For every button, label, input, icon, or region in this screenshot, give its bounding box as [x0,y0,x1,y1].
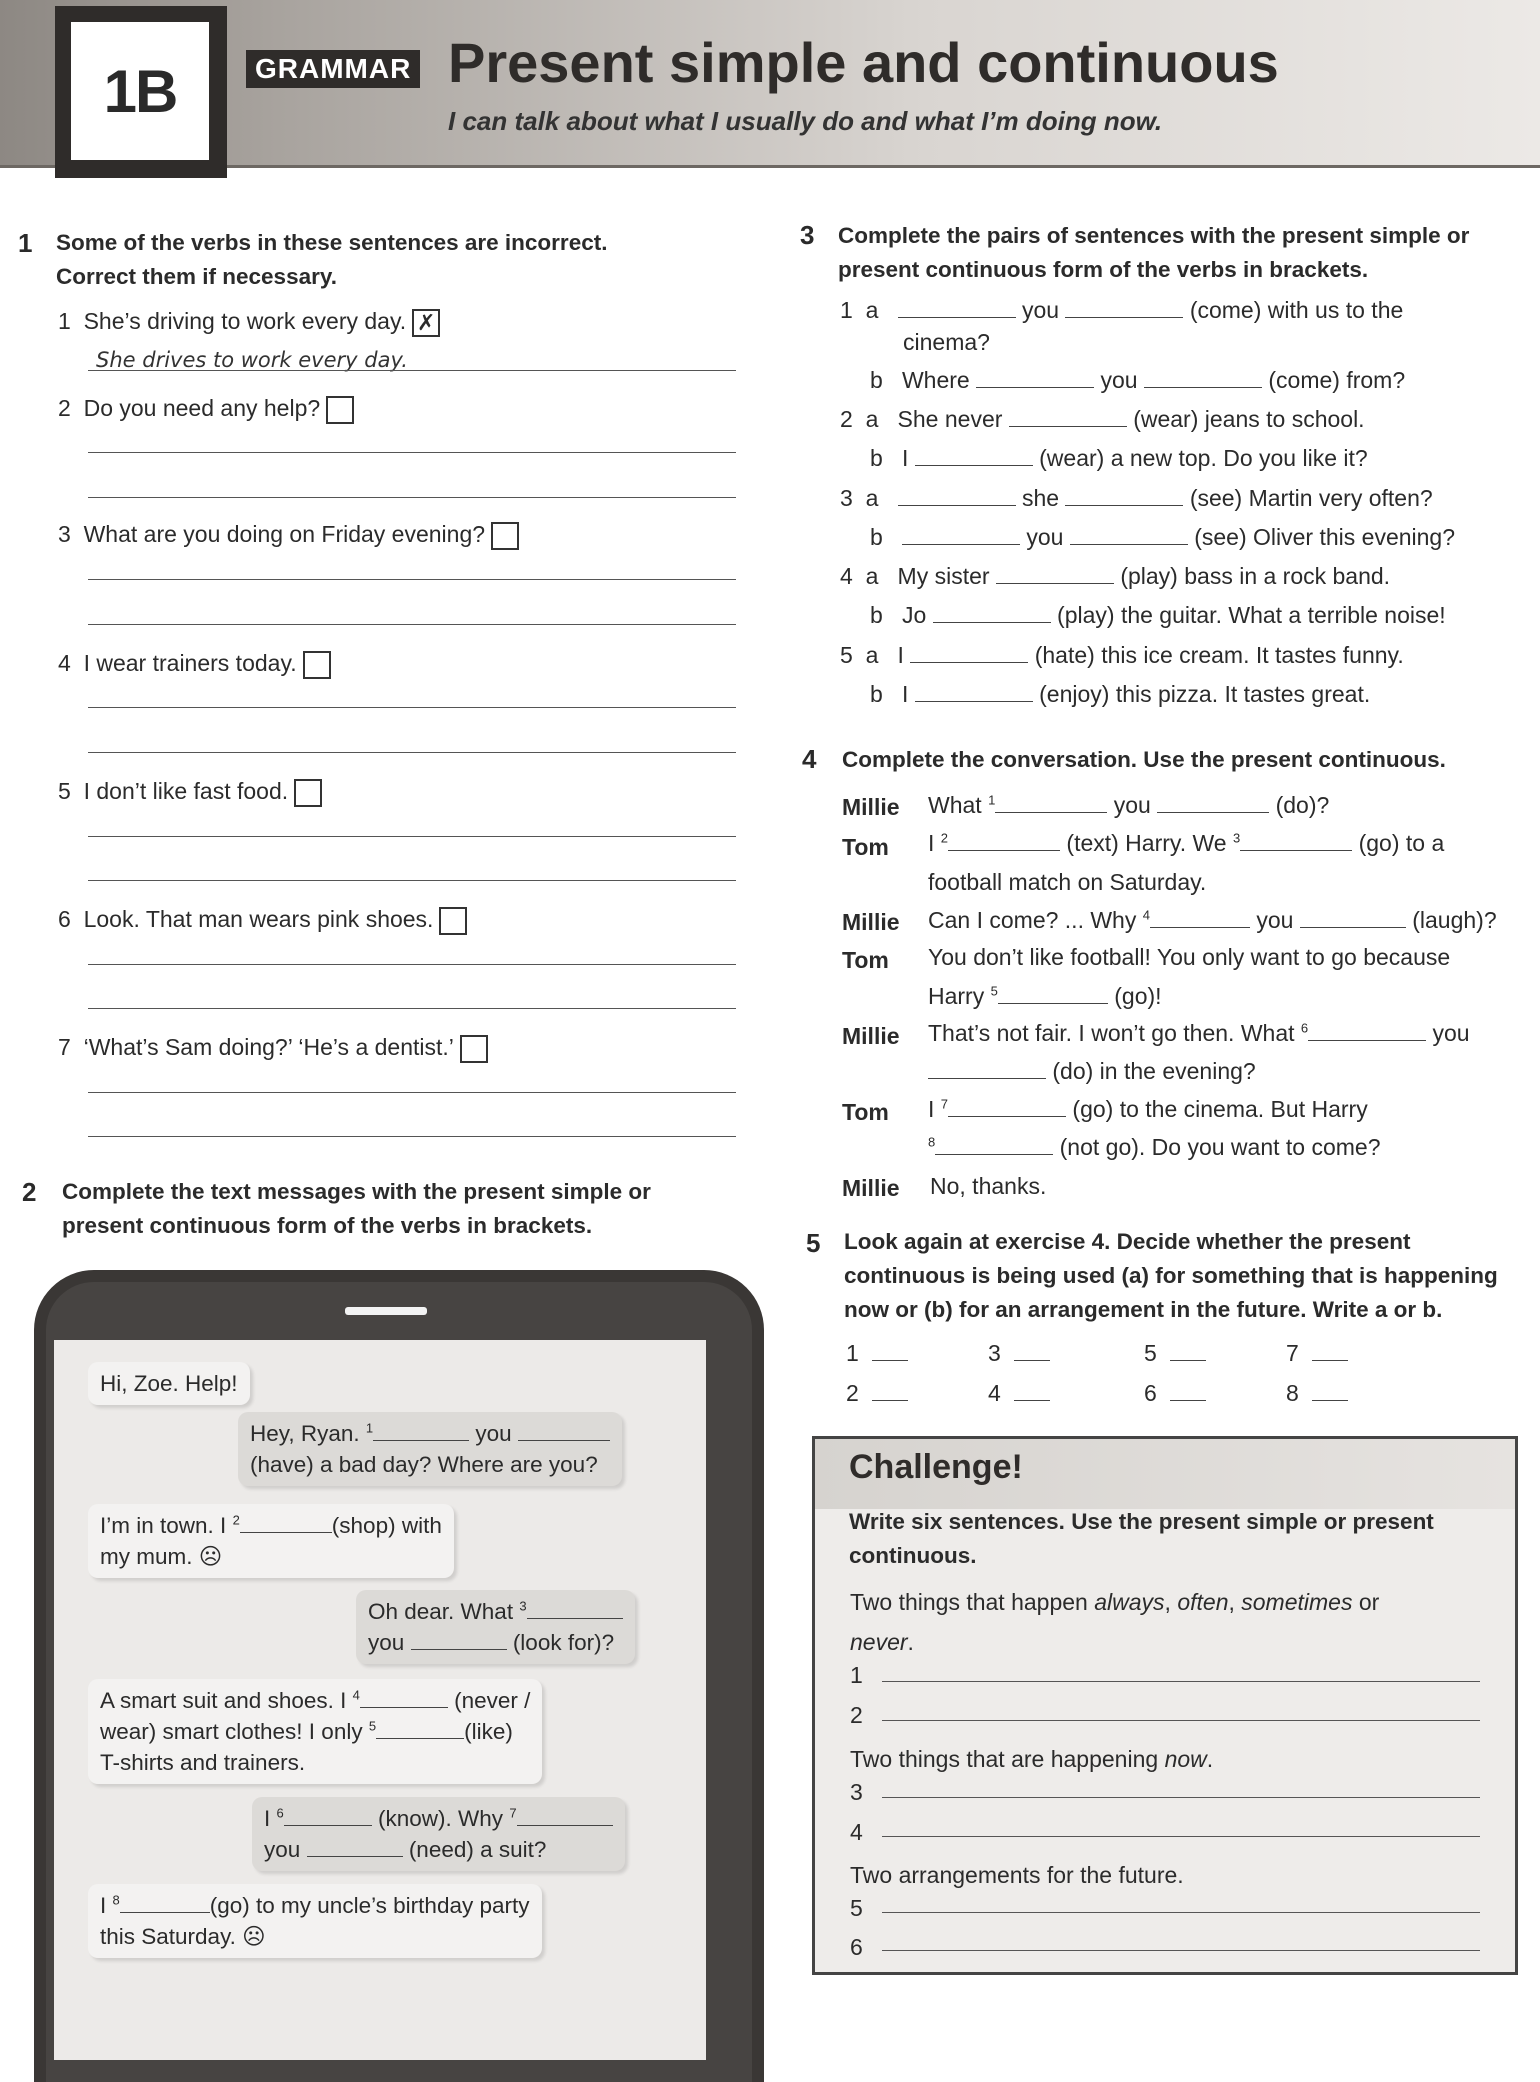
dialogue-line: What $^1$ you (do)? [928,792,1330,818]
answer-line[interactable] [88,579,736,580]
challenge-line-number: 5 [850,1895,863,1921]
blank[interactable] [1065,299,1183,318]
challenge-prompt: Two things that happen always, often, sometimes or [850,1589,1380,1615]
blank[interactable] [1308,1022,1426,1041]
exercise-3-line: 5 a I (hate) this ice cream. It tastes funny. [840,642,1404,668]
speaker-name: Tom [842,1099,889,1125]
blank[interactable] [1150,909,1250,928]
blank[interactable] [1170,1382,1206,1401]
answer-slot: 6 [1144,1378,1206,1408]
blank[interactable] [935,1136,1053,1155]
blank[interactable] [1009,408,1127,427]
speaker-name: Millie [842,794,900,820]
dialogue-line: (do) in the evening? [928,1056,1256,1086]
exercise-5-instruction: Look again at exercise 4. Decide whether the present continuous is being used (a) for something that is happening now or (b) for an arrangement in the future. Write a or b. [844,1229,1498,1322]
blank[interactable] [1070,526,1188,545]
unit-number: 1B [71,22,209,160]
checkbox[interactable] [439,907,467,935]
challenge-title: Challenge! [849,1448,1023,1486]
challenge-answer-line[interactable] [882,1681,1480,1682]
message-bubble: Oh dear. What $^3$ you (look for)? [356,1590,635,1664]
phone-speaker [345,1307,427,1315]
exercise-3-line: b you (see) Oliver this evening? [870,524,1456,550]
answer-slot: 4 [988,1378,1050,1408]
answer-line[interactable] [88,1092,736,1093]
blank[interactable] [898,299,1016,318]
challenge-answer-line[interactable] [882,1836,1480,1837]
exercise-3-line: b Jo (play) the guitar. What a terrible noise! [870,602,1446,628]
answer-slot: 2 [846,1378,908,1408]
blank[interactable] [1065,487,1183,506]
blank[interactable] [976,369,1094,388]
answer-slot: 3 [988,1338,1050,1368]
challenge-answer-line[interactable] [882,1950,1480,1951]
answer-line[interactable] [88,624,736,625]
dialogue-line: $^8$ (not go). Do you want to come? [928,1134,1381,1160]
blank[interactable] [928,1060,1046,1079]
exercise-1-number: 1 [18,228,33,258]
exercise-3-line: cinema? [903,329,990,355]
dialogue-line: I $^7$ (go) to the cinema. But Harry [928,1096,1368,1122]
challenge-prompt: Two arrangements for the future. [850,1862,1184,1888]
exercise-2-instruction: Complete the text messages with the present simple or present continuous form of the verbs in brackets. [62,1179,651,1238]
blank[interactable] [933,604,1051,623]
exercise-3-line: b I (wear) a new top. Do you like it? [870,445,1368,471]
exercise-5-number: 5 [806,1228,821,1258]
exercise-1-instruction: Some of the verbs in these sentences are incorrect. Correct them if necessary. [56,230,608,289]
challenge-answer-line[interactable] [882,1797,1480,1798]
blank[interactable] [998,985,1108,1004]
message-bubble: I’m in town. I $^2$ (shop) with my mum. ☹ [88,1504,454,1578]
answer-line[interactable] [88,1008,736,1009]
exercise-3-line: 3 a she (see) Martin very often? [840,485,1433,511]
dialogue-line: Can I come? ... Why $^4$ you (laugh)? [928,907,1497,933]
exercise-3-line: 4 a My sister (play) bass in a rock band. [840,563,1391,589]
speaker-name: Millie [842,909,900,935]
blank[interactable] [1014,1342,1050,1361]
exercise-3-line: b Where you (come) from? [870,367,1406,393]
blank[interactable] [1170,1342,1206,1361]
blank[interactable] [1312,1382,1348,1401]
blank[interactable] [915,447,1033,466]
speaker-name: Tom [842,834,889,860]
checkbox[interactable] [303,651,331,679]
checkbox[interactable]: ✗ [412,309,440,337]
answer-line[interactable] [88,707,736,708]
blank[interactable] [1144,369,1262,388]
speaker-name: Millie [842,1175,900,1201]
challenge-prompt: never. [850,1629,914,1655]
answer-line[interactable] [88,1136,736,1137]
checkbox[interactable] [460,1035,488,1063]
answer-slot: 1 [846,1338,908,1368]
blank[interactable] [527,1600,623,1619]
blank[interactable] [240,1514,332,1533]
blank[interactable] [1240,832,1352,851]
blank[interactable] [1312,1342,1348,1361]
message-bubble: Hey, Ryan. $^1$ you (have) a bad day? Where are you? [238,1412,622,1486]
blank[interactable] [872,1342,908,1361]
challenge-line-number: 2 [850,1702,863,1728]
dialogue-line: Harry $^5$ (go)! [928,983,1162,1009]
answer-line[interactable] [88,880,736,881]
blank[interactable] [517,1807,613,1826]
exercise-3-instruction: Complete the pairs of sentences with the present simple or present continuous form of the verbs in brackets. [838,223,1470,282]
message-bubble: I $^8$ (go) to my uncle’s birthday party this Saturday. ☹ [88,1884,542,1958]
message-bubble: I $^6$ (know). Why $^7$ you (need) a suit? [252,1797,625,1871]
dialogue-line: You don’t like football! You only want to go because [928,944,1451,970]
page-title: Present simple and continuous [448,31,1279,94]
blank[interactable] [376,1720,464,1739]
answer-slot: 5 [1144,1338,1206,1368]
message-bubble: A smart suit and shoes. I $^4$ (never / wear) smart clothes! I only $^5$ (like) T-shirts and trainers. [88,1679,542,1784]
blank[interactable] [518,1422,610,1441]
challenge-line-number: 4 [850,1819,863,1845]
answer-slot: 7 [1286,1338,1348,1368]
exercise-3-line: 1 a you (come) with us to the [840,297,1404,323]
blank[interactable] [1157,794,1269,813]
blank[interactable] [872,1382,908,1401]
challenge-answer-line[interactable] [882,1912,1480,1913]
answer-line[interactable] [88,964,736,965]
blank[interactable] [411,1631,507,1650]
blank[interactable] [948,832,1060,851]
section-tag: GRAMMAR [246,50,420,88]
challenge-instruction: Write six sentences. Use the present simple or present continuous. [849,1509,1434,1568]
exercise-4-number: 4 [802,744,817,774]
answer-line[interactable] [88,452,736,453]
blank[interactable] [910,644,1028,663]
blank[interactable] [373,1422,469,1441]
exercise-4-instruction: Complete the conversation. Use the present continuous. [842,747,1446,772]
blank[interactable] [915,683,1033,702]
blank[interactable] [996,565,1114,584]
blank[interactable] [360,1689,448,1708]
challenge-answer-line[interactable] [882,1720,1480,1721]
exercise-3-line: b I (enjoy) this pizza. It tastes great. [870,681,1371,707]
answer-slot: 8 [1286,1378,1348,1408]
blank[interactable] [1300,909,1406,928]
answer-line[interactable] [88,836,736,837]
blank[interactable] [948,1098,1066,1117]
answer-line[interactable] [88,370,736,371]
blank[interactable] [284,1807,372,1826]
speaker-name: Millie [842,1023,900,1049]
checkbox[interactable] [326,396,354,424]
handwritten-answer: She drives to work every day. [96,348,408,372]
dialogue-line: I $^2$ (text) Harry. We $^3$ (go) to a [928,830,1445,856]
exercise-2-number: 2 [22,1177,37,1207]
exercise-3-number: 3 [800,220,815,250]
blank[interactable] [1014,1382,1050,1401]
blank[interactable] [307,1838,403,1857]
dialogue-line: That’s not fair. I won’t go then. What $^6$ you [928,1020,1470,1046]
message-bubble: Hi, Zoe. Help! [88,1362,250,1405]
dialogue-line: No, thanks. [930,1173,1047,1199]
dialogue-line: football match on Saturday. [928,869,1207,895]
answer-line[interactable] [88,497,736,498]
exercise-3-line: 2 a She never (wear) jeans to school. [840,406,1365,432]
checkbox[interactable] [294,779,322,807]
page-subtitle: I can talk about what I usually do and what I’m doing now. [448,106,1163,136]
blank[interactable] [902,526,1020,545]
challenge-line-number: 6 [850,1934,863,1960]
blank[interactable] [120,1894,210,1913]
checkbox[interactable] [491,522,519,550]
challenge-prompt: Two things that are happening now. [850,1746,1214,1772]
answer-line[interactable] [88,752,736,753]
blank[interactable] [995,794,1107,813]
challenge-line-number: 3 [850,1779,863,1805]
blank[interactable] [898,487,1016,506]
challenge-line-number: 1 [850,1662,863,1688]
speaker-name: Tom [842,947,889,973]
